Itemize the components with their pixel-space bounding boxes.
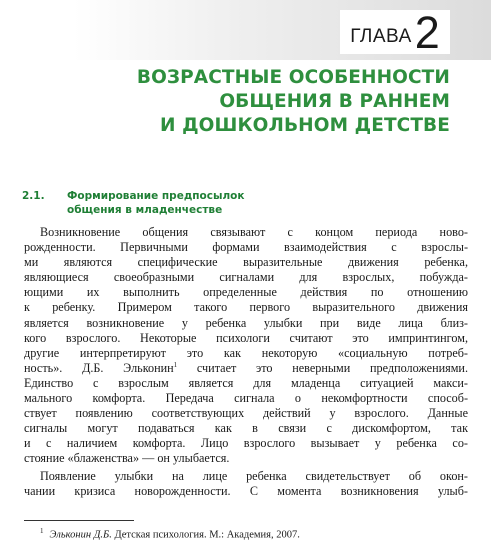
text-line: рожденности. Первичными формами взаимодействия с взрослы- (24, 240, 468, 255)
text-line: является возникновение у ребенка улыбки при виде лица близ- (24, 315, 468, 330)
paragraph (24, 225, 468, 467)
section-title-line: Формирование предпосылок (67, 190, 245, 202)
text-line: ми являются специфические выразительные движения ребенка, (24, 255, 468, 270)
chapter-title (60, 66, 450, 138)
chapter-title-line: ОБЩЕНИЯ В РАННЕМ (219, 91, 450, 112)
text-line: мального комфорта. Передача сигнала о некомфортности способ- (24, 391, 468, 406)
footnote-divider (24, 520, 134, 521)
section-title-line: общения в младенчестве (67, 204, 223, 216)
footnote-text: Детская психология. М.: Академия, 2007. (111, 529, 300, 541)
text-line: являющиеся своеобразными сигналами для взрослых, побужда- (24, 270, 468, 285)
text-fragment: считает это неверными предположениями. (177, 360, 468, 375)
footnote-mark: 1 (40, 527, 44, 535)
chapter-number: 2 (414, 6, 440, 58)
footnote (40, 525, 300, 542)
text-line: Единство с взрослым является для младенца ситуацией макси- (24, 375, 468, 390)
chapter-word: ГЛАВА (350, 25, 412, 47)
text-line: Появление улыбки на лице ребенка свидетельствует об окон- (40, 468, 468, 483)
text-line: стояние «блаженства» — он улыбается. (24, 451, 230, 466)
chapter-label (340, 6, 450, 58)
body-text (24, 225, 468, 499)
text-fragment: ность». Д.Б. Эльконин (24, 360, 174, 375)
section-number: 2.1. (22, 190, 45, 202)
section-title (67, 189, 447, 217)
chapter-title-line: И ДОШКОЛЬНОМ ДЕТСТВЕ (159, 115, 450, 136)
text-line (24, 361, 468, 376)
text-line: кого взрослого. Некоторые психологи считают это импринтингом, (24, 330, 468, 345)
footnote-author: Эльконин Д.Б. (49, 529, 112, 541)
text-line: к ребенку. Примером такого первого выразительного движения (24, 300, 468, 315)
paragraph (24, 469, 468, 499)
footnote-ref[interactable]: 1 (173, 360, 178, 369)
text-line: Возникновение общения связывают с концом периода ново- (40, 225, 468, 239)
chapter-title-line: ВОЗРАСТНЫЕ ОСОБЕННОСТИ (136, 67, 450, 88)
text-line: сигналы могут подаваться как в связи с дискомфортом, так (24, 421, 468, 436)
text-line: чании кризиса новорожденности. С момента возникновения улыб- (24, 483, 468, 498)
text-line: и с наличием комфорта. Лицо взрослого вызывает у ребенка со- (24, 436, 468, 451)
text-line: другие интерпретируют это как некоторую «социальную потреб- (24, 345, 468, 360)
text-line: ющими их выполнить определенные действия по отношению (24, 285, 468, 300)
text-line: ствует появлению соответствующих действий у взрослого. Данные (24, 406, 468, 421)
